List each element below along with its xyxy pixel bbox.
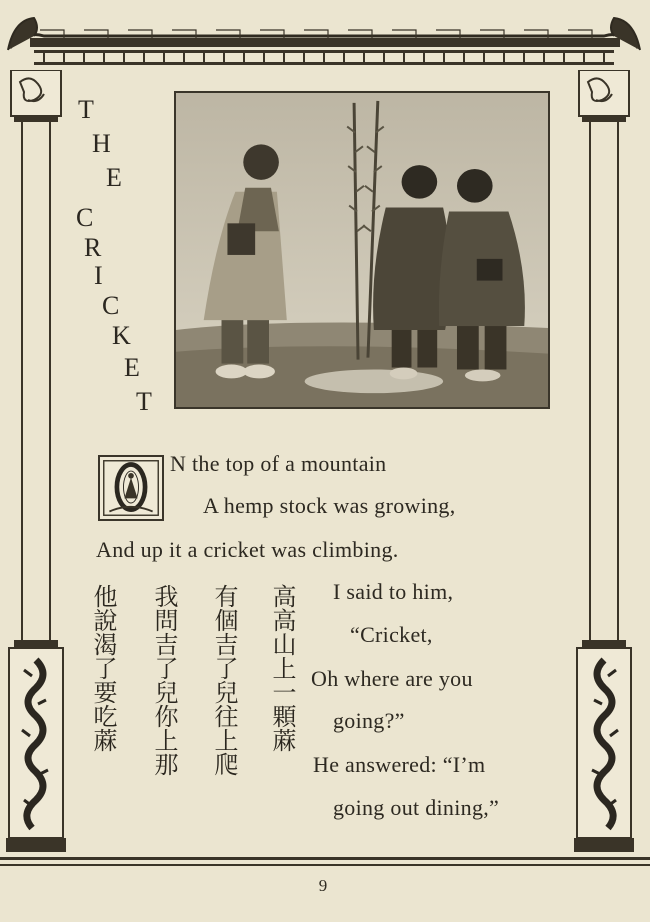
roof-ornament xyxy=(4,10,644,70)
poem-line-7: going?” xyxy=(333,708,405,733)
title-letter: C xyxy=(76,203,94,232)
dropcap-o xyxy=(98,455,164,521)
left-pillar xyxy=(6,70,66,860)
poem-line-5: “Cricket, xyxy=(350,622,433,647)
title-letter: C xyxy=(102,291,120,320)
chinese-column-4: 他說渴了要吃蔴 xyxy=(89,584,117,752)
chinese-column-1: 高高山上一顆蔴 xyxy=(268,584,296,752)
title-letter: E xyxy=(106,163,122,192)
poem-line-1: N the top of a mountain xyxy=(170,451,387,476)
vertical-title xyxy=(70,95,170,425)
poem-line-2: A hemp stock was growing, xyxy=(203,493,456,518)
poem-line-3: And up it a cricket was climbing. xyxy=(96,537,399,562)
poem-line-8: He answered: “I’m xyxy=(313,752,486,777)
poem-line-6: Oh where are you xyxy=(311,666,473,691)
chinese-column-3: 我問吉了兒你上那 xyxy=(150,584,178,776)
title-letter: H xyxy=(92,129,111,158)
right-pillar xyxy=(574,70,634,860)
poem-line-9: going out dining,” xyxy=(333,795,500,820)
title-letter: T xyxy=(136,387,152,416)
page-number: 9 xyxy=(318,876,328,895)
poem-line-4: I said to him, xyxy=(333,579,454,604)
title-letter: I xyxy=(94,261,103,290)
chinese-column-2: 有個吉了兒往上爬 xyxy=(210,584,238,776)
base-rule xyxy=(0,856,650,868)
title-letter: E xyxy=(124,353,140,382)
title-letter: K xyxy=(112,321,131,350)
title-letter: R xyxy=(84,233,102,262)
title-letter: T xyxy=(78,95,94,124)
photograph-children-hemp xyxy=(174,91,550,409)
